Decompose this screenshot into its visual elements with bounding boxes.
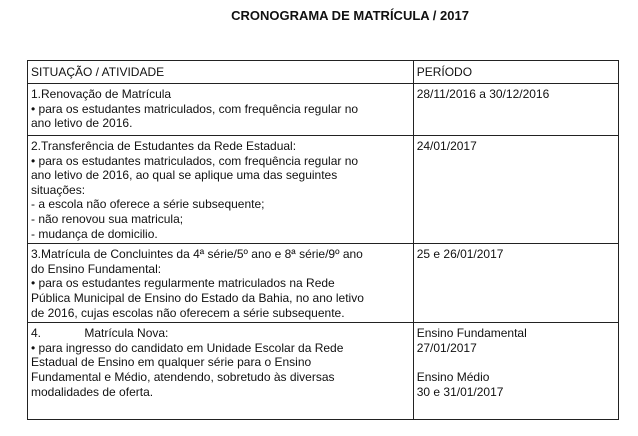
period-cell <box>413 244 618 323</box>
activity-text: de 2016, cujas escolas não oferecem a série subsequente. <box>31 305 345 320</box>
period-date-medio: 30 e 31/01/2017 <box>416 384 504 399</box>
table-header-row <box>28 61 619 84</box>
activity-text: • para os estudantes matriculados, com frequência regular no <box>31 101 359 116</box>
activity-text: ano letivo de 2016, ao qual se aplique uma das seguintes <box>31 168 338 183</box>
activity-text: Fundamental e Médio, atendendo, sobretudo às diversas <box>31 369 335 384</box>
activity-text: ano letivo de 2016. <box>31 116 133 131</box>
activity-text: modalidades de oferta. <box>31 384 154 399</box>
header-period: PERÍODO <box>413 61 618 84</box>
activity-cell <box>28 84 414 136</box>
activity-text: - não renovou sua matricula; <box>31 211 184 226</box>
activity-text: - mudança de domicilio. <box>31 226 158 241</box>
activity-text: - a escola não oferece a série subsequente; <box>31 197 265 212</box>
activity-text: • para ingresso do candidato em Unidade Escolar da Rede <box>31 340 344 355</box>
header-activity: SITUAÇÃO / ATIVIDADE <box>28 61 414 84</box>
period-cell <box>413 84 618 136</box>
period-spacer <box>417 355 614 370</box>
activity-text: Estadual de Ensino em qualquer série para o Ensino <box>31 355 312 370</box>
activity-text: • para os estudantes matriculados, com frequência regular no <box>31 153 359 168</box>
period-label-medio: Ensino Médio <box>416 369 490 384</box>
activity-title: 1.Renovação de Matrícula <box>31 87 172 101</box>
activity-title: 3.Matrícula de Concluintes da 4ª série/5º ano e 8ª série/9º ano <box>31 247 363 262</box>
table-row <box>28 323 619 420</box>
enrollment-schedule-table <box>27 60 619 420</box>
activity-text: do Ensino Fundamental: <box>31 261 162 276</box>
period-label-fundamental: Ensino Fundamental <box>416 326 527 341</box>
period-text: 28/11/2016 a 30/12/2016 <box>416 87 550 101</box>
table-row <box>28 84 619 136</box>
period-cell <box>413 136 618 244</box>
period-text: 25 e 26/01/2017 <box>416 247 504 262</box>
activity-title: 4. Matrícula Nova: <box>31 326 169 341</box>
table-row <box>28 136 619 244</box>
activity-text: situações: <box>31 182 86 197</box>
document-title: CRONOGRAMA DE MATRÍCULA / 2017 <box>231 8 469 23</box>
activity-cell <box>28 244 414 323</box>
period-date-fundamental: 27/01/2017 <box>416 340 477 355</box>
activity-cell <box>28 323 414 420</box>
period-text: 24/01/2017 <box>416 139 477 153</box>
period-cell <box>413 323 618 420</box>
activity-text: • para os estudantes regularmente matriculados na Rede <box>31 276 335 291</box>
table-row <box>28 244 619 323</box>
activity-text: Pública Municipal de Ensino do Estado da Bahia, no ano letivo <box>31 290 364 305</box>
activity-title: 2.Transferência de Estudantes da Rede Estadual: <box>31 139 297 153</box>
activity-cell <box>28 136 414 244</box>
